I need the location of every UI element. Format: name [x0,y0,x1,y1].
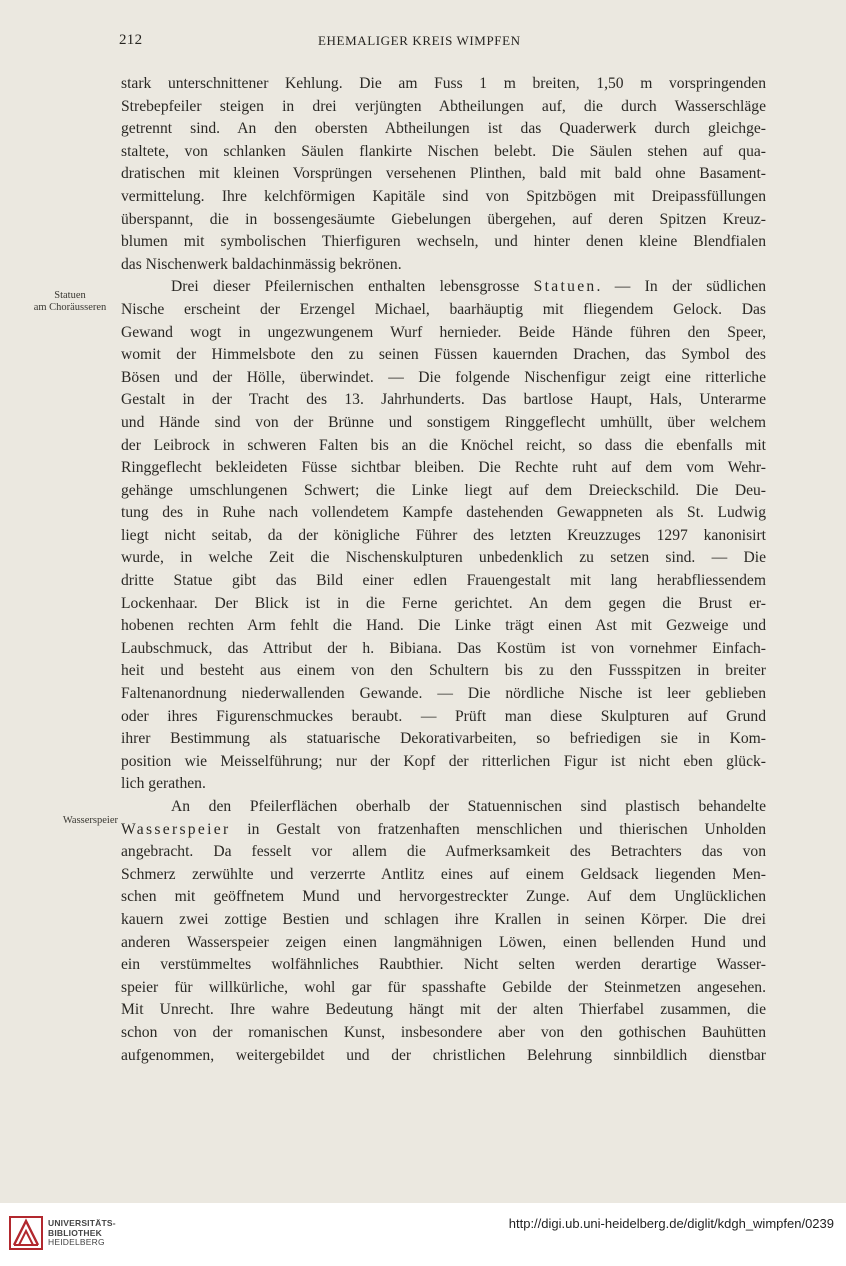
text-line: Faltenanordnung niederwallenden Gewande. — Die nördliche Nische ist leer geblieben [121,685,766,703]
text-line: womit der Himmelsbote den zu seinen Füssen kauernden Drachen, das Symbol des [121,346,766,364]
library-name-line3: HEIDELBERG [48,1237,105,1247]
text-line: und Hände sind von der Brünne und sonstigem Ringgeflecht umhüllt, über welchem [121,413,766,431]
text-line: Gestalt in der Tracht des 13. Jahrhunderts. Das bartlose Haupt, Hals, Unterarme [121,391,766,409]
body-text [121,73,766,1067]
text-line: vermittelung. Ihre kelchförmigen Kapitäle sind von Spitzbögen mit Dreipassfüllungen [121,187,766,205]
margin-note-statuen [20,290,120,314]
spaced-keyword: Wasserspeier [121,820,231,838]
text-line: aufgenommen, weitergebildet und der christlichen Belehrung sinnbildlich dienstbar [121,1046,766,1064]
text-line: staltete, von schlanken Säulen flankirte Nischen belebt. Die Säulen stehen auf qua- [121,142,766,160]
text-line: Lockenhaar. Der Blick ist in die Ferne gerichtet. An dem gegen die Brust er- [121,594,766,612]
text-line: Ringgeflecht bekleideten Füsse sichtbar bleiben. Die Rechte ruht auf dem vom Wehr- [121,459,766,477]
text-line: schon von der romanischen Kunst, insbesondere aber von den gothischen Bauhütten [121,1023,766,1041]
text-line: angebracht. Da fesselt vor allem die Aufmerksamkeit des Betrachters das von [121,843,766,861]
text-line: Laubschmuck, das Attribut der h. Bibiana. Das Kostüm ist von vornehmer Einfach- [121,639,766,657]
page-number: 212 [119,32,143,48]
text-line [121,819,766,842]
text-line: dritte Statue gibt das Bild einer edlen Frauengestalt mit lang herabfliessendem [121,572,766,590]
text-line: wurde, in welche Zeit die Nischenskulpturen unbedenklich zu setzen sind. — Die [121,549,766,567]
text-line: Strebepfeiler steigen in drei verjüngten Abtheilungen auf, die durch Wasserschläge [121,97,766,115]
viewer-footer [0,1203,846,1266]
text-line: Mit Unrecht. Ihre wahre Bedeutung hängt mit der alten Thierfabel zusammen, die [121,1001,766,1019]
text-line: Gewand wogt in ungezwungenem Wurf hernieder. Beide Hände führen den Speer, [121,323,766,341]
library-name-line2: BIBLIOTHEK [48,1227,102,1238]
running-title: EHEMALIGER KREIS WIMPFEN [318,33,521,48]
text-line: schen mit geöffnetem Mund und hervorgestreckter Zunge. Auf dem Unglücklichen [121,888,766,906]
text-line: dratischen mit kleinen Vorsprüngen versehenen Plinthen, bald mit bald ohne Basament- [121,165,766,183]
text-line [121,276,766,299]
text-line: ein verstümmeltes wolfähnliches Raubthier. Nicht selten werden derartige Wasser- [121,956,766,974]
library-name-line1: UNIVERSITÄTS- [48,1218,116,1228]
text-line: kauern zwei zottige Bestien und schlagen ihre Krallen in seinen Körper. Die drei [121,910,766,928]
margin-note-statuen-line2: am Choräusseren [33,302,107,313]
page-header [0,32,846,52]
text-line: stark unterschnittener Kehlung. Die am Fuss 1 m breiten, 1,50 m vorspringenden [121,75,766,92]
text-segment: Drei dieser Pfeilernischen enthalten lebensgrosse [171,278,534,296]
text-line: ihrer Bestimmung als statuarische Dekorativarbeiten, so befriedigen sie in Kom- [121,730,766,748]
text-line: oder ihres Figurenschmuckes beraubt. — Prüft man diese Skulpturen auf Grund [121,707,766,725]
spaced-keyword: Statuen [533,278,597,296]
source-url-link[interactable]: http://digi.ub.uni-heidelberg.de/diglit/kdgh_wimpfen/0239 [508,1216,834,1231]
text-line: tung des in Ruhe nach vollendetem Kampfe dastehenden Gewappneten als St. Ludwig [121,504,766,522]
text-line: An den Pfeilerflächen oberhalb der Statuennischen sind plastisch behandelte [171,798,766,815]
text-line: getrennt sind. An den obersten Abtheilungen ist das Quaderwerk durch gleichge- [121,120,766,138]
text-segment: in Gestalt von fratzenhaften menschlichen und thierischen Unholden [230,820,766,838]
library-logo-icon [8,1215,44,1251]
text-line: hobenen rechten Arm fehlt die Hand. Die Linke trägt einen Ast mit Gezweige und [121,617,766,635]
text-line: Bösen und der Hölle, überwindet. — Die folgende Nischenfigur zeigt eine ritterliche [121,368,766,386]
text-line: blumen mit symbolischen Thierfiguren wechseln, und hinter denen kleine Blendfialen [121,233,766,251]
text-line: überspannt, die in bossengesäumte Giebelungen übergehen, auf deren Spitzen Kreuz- [121,210,766,228]
text-line: gehänge umschlungenen Schwert; die Linke liegt auf dem Dreieckschild. Die Deu- [121,481,766,499]
text-line: heit und besteht aus einem von den Schultern bis zu den Fussspitzen in breiter [121,662,766,680]
text-segment: . — In der südlichen [596,278,767,296]
margin-note-wasserspeier: Wasserspeier [62,815,118,826]
library-name [48,1219,116,1248]
text-line: liegt nicht seitab, da der königliche Führer des letzten Kreuzzuges 1297 kanonisirt [121,526,766,544]
text-line: Nische erscheint der Erzengel Michael, baarhäuptig mit fliegendem Gelock. Das [121,300,766,318]
text-line: lich gerathen. [121,775,206,793]
text-line: position wie Meisselführung; nur der Kopf der ritterlichen Figur ist nicht eben glück- [121,752,766,770]
text-line: das Nischenwerk baldachinmässig bekrönen. [121,255,402,273]
text-line: Schmerz zerwühlte und verzerrte Antlitz eines auf einem Geldsack liegenden Men- [121,865,766,883]
text-line: anderen Wasserspeier zeigen einen langmähnigen Löwen, einen bellenden Hund und [121,933,766,951]
margin-note-statuen-line1: Statuen [54,290,86,301]
text-line: der Leibrock in schweren Falten bis an die Knöchel reicht, so dass die ebenfalls mit [121,436,766,454]
text-line: speier für willkürliche, wohl gar für spasshafte Gebilde der Steinmetzen angesehen. [121,978,766,996]
